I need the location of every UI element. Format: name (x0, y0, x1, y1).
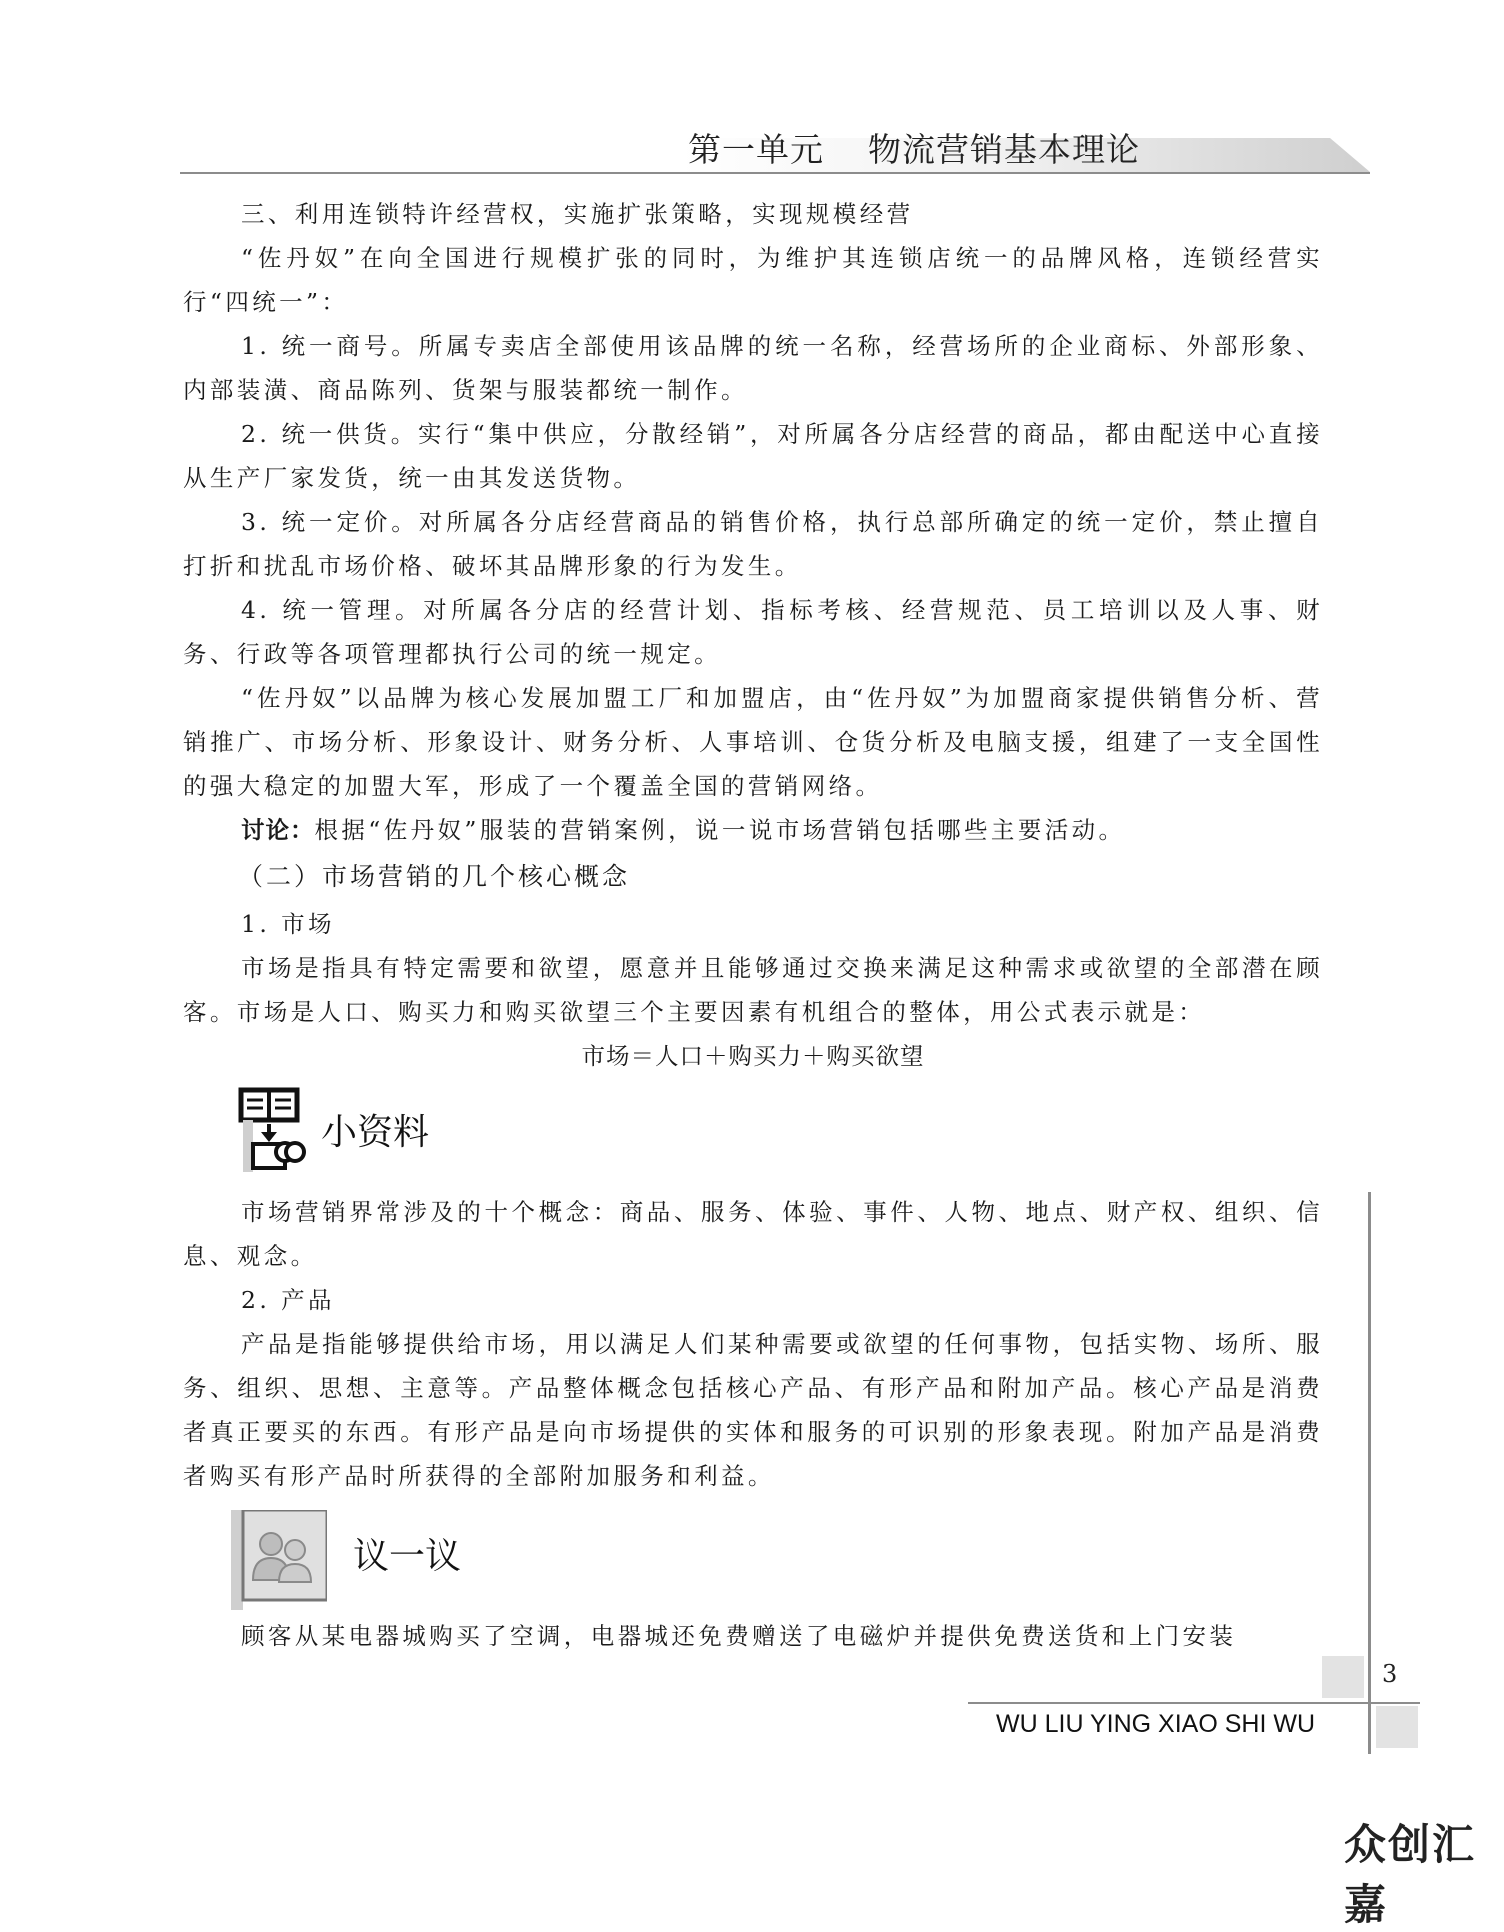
header-chapter-title: 物流营销基本理论 (868, 130, 1140, 169)
footer-rule (968, 1702, 1420, 1704)
footer-decor-box (1322, 1656, 1364, 1698)
market-title: 1. 市场 (241, 910, 335, 938)
discussion-text: 根据“佐丹奴”服装的营销案例，说一说市场营销包括哪些主要活动。 (314, 816, 1126, 844)
info-book-icon (237, 1086, 307, 1176)
rule-item-3: 3. 统一定价。对所属各分店经营商品的销售价格，执行总部所确定的统一定价，禁止擅自打折和扰乱市场价格、破坏其品牌形象的行为发生。 (183, 508, 1323, 580)
footer-series-title: WU LIU YING XIAO SHI WU (996, 1710, 1316, 1738)
discussion-label: 讨论： (241, 816, 315, 844)
section-intro: “佐丹奴”在向全国进行规模扩张的同时，为维护其连锁店统一的品牌风格，连锁经营实行“四统一”： (183, 244, 1323, 316)
market-text: 市场是指具有特定需要和欲望，愿意并且能够通过交换来满足这种需求或欲望的全部潜在顾客。市场是人口、购买力和购买欲望三个主要因素有机组合的整体，用公式表示就是： (183, 954, 1323, 1026)
header-unit: 第一单元 (688, 130, 824, 169)
section-summary: “佐丹奴”以品牌为核心发展加盟工厂和加盟店，由“佐丹奴”为加盟商家提供销售分析、营销推广、市场分析、形象设计、财务分析、人事培训、仓货分析及电脑支援，组建了一支全国性的强大稳定的加盟大军，形成了一个覆盖全国的营销网络。 (183, 684, 1323, 800)
discussion-paragraph (183, 808, 1323, 852)
info-callout-title: 小资料 (321, 1112, 430, 1153)
header-title (688, 128, 1140, 172)
watermark-logo: 众创汇嘉 (1344, 1820, 1477, 1929)
discuss-text: 顾客从某电器城购买了空调，电器城还免费赠送了电磁炉并提供免费送货和上门安装 (241, 1622, 1237, 1650)
info-text: 市场营销界常涉及的十个概念：商品、服务、体验、事件、人物、地点、财产权、组织、信息、观念。 (183, 1198, 1323, 1270)
section-heading: 三、利用连锁特许经营权，实施扩张策略，实现规模经营 (241, 200, 914, 228)
footer-decor-box (1376, 1706, 1418, 1748)
rule-item-4: 4. 统一管理。对所属各分店的经营计划、指标考核、经营规范、员工培训以及人事、财务、行政等各项管理都执行公司的统一规定。 (183, 596, 1323, 668)
discuss-people-icon (231, 1510, 327, 1610)
rule-item-2: 2. 统一供货。实行“集中供应，分散经销”，对所属各分店经营的商品，都由配送中心直接从生产厂家发货，统一由其发送货物。 (183, 420, 1323, 492)
page-number: 3 (1382, 1660, 1398, 1688)
product-text: 产品是指能够提供给市场，用以满足人们某种需要或欲望的任何事物，包括实物、场所、服务、组织、思想、主意等。产品整体概念包括核心产品、有形产品和附加产品。核心产品是消费者真正要买的东西。有形产品是向市场提供的实体和服务的可识别的形象表现。附加产品是消费者购买有形产品时所获得的全部附加服务和利益。 (183, 1330, 1323, 1490)
discuss-callout (183, 1498, 1323, 1614)
product-title: 2. 产品 (241, 1286, 335, 1314)
market-formula: 市场＝人口＋购买力＋购买欲望 (581, 1042, 925, 1070)
core-concepts-heading: （二）市场营销的几个核心概念 (238, 862, 631, 891)
page-body (183, 192, 1323, 1658)
info-callout (183, 1078, 1323, 1190)
discuss-callout-title: 议一议 (353, 1536, 462, 1577)
rule-item-1: 1. 统一商号。所属专卖店全部使用该品牌的统一名称，经营场所的企业商标、外部形象、内部装潢、商品陈列、货架与服装都统一制作。 (183, 332, 1323, 404)
right-margin-rule (1368, 1192, 1371, 1754)
